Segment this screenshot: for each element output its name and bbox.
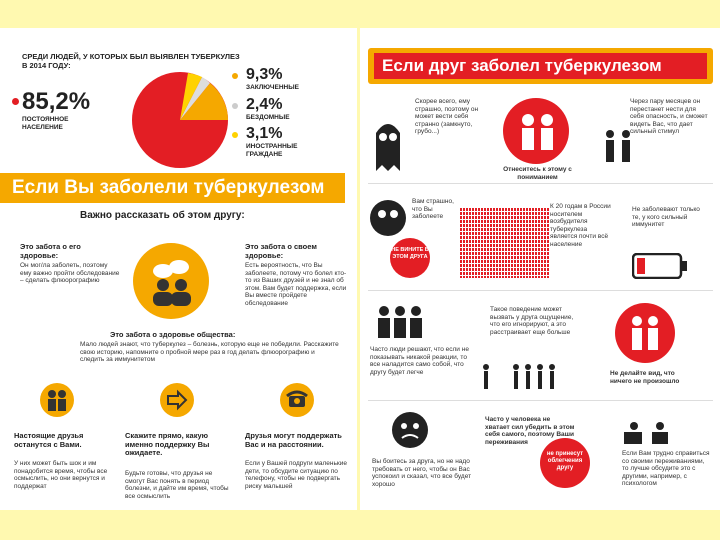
r2-b: К 20 годам в России носителем возбудителя туберкулеза является почти всё население (550, 203, 611, 248)
b2-text: Будьте готовы, что друзья не смогут Вас понять в период болезни, и дайте им время, чтобы все осмыслить (125, 470, 229, 500)
r3-c: Не делайте вид, что ничего не произошло (610, 370, 680, 385)
b1-title: Настоящие друзья останутся с Вами. (14, 431, 84, 449)
item-2-pct: 2,4% (246, 96, 283, 113)
c1-title: Это забота о его здоровье: (20, 242, 81, 260)
r1-c: Через пару месяцев он перестанет нести для себя опасность, и сможет видеть Вас, что дает сильный стимул (630, 98, 708, 135)
population-grid (460, 208, 550, 278)
b2-title: Скажите прямо, какую именно поддержку Вы ожидаете. (125, 431, 210, 457)
divider (368, 400, 713, 401)
bullet-2 (232, 103, 238, 109)
item-1-label: ЗАКЛЮЧЕННЫЕ (246, 84, 299, 91)
divider (368, 183, 713, 184)
r3-circle (615, 303, 675, 363)
divider (368, 290, 713, 291)
c2-text: Есть вероятность, что Вы заболеете, потому что болел кто-то из Ваших друзей и не знал об этом. Вам будет поддержка, если Вы вместе пройдете обследование (245, 262, 347, 307)
left-subtitle: Важно рассказать об этом другу: (80, 210, 245, 221)
friends-circle (133, 243, 209, 319)
b3-text: Если у Вашей подруги маленькие дети, то обсудите ситуацию по телефону, чтобы не подвергать риску малышей (245, 460, 347, 490)
r1-b: Отнеситесь к этому с пониманием (503, 166, 572, 181)
stats-heading: СРЕДИ ЛЮДЕЙ, У КОТОРЫХ БЫЛ ВЫЯВЛЕН ТУБЕРКУЛЕЗ В 2014 ГОДУ: (22, 52, 240, 70)
people-icon (615, 303, 675, 363)
left-panel (0, 28, 357, 510)
r4-a: Вы боитесь за друга, но не надо требовать от него, чтобы он Вас успокоил и сказал, что все будет хорошо (372, 458, 472, 488)
bullet-3 (232, 132, 238, 138)
people-row-icon (478, 363, 568, 393)
b3-title: Друзья могут поддержать Вас и на расстоянии. (245, 431, 342, 449)
c2-title: Это забота о своем здоровье: (245, 242, 317, 260)
b1-text: У них может быть шок и им понадобится время, чтобы все осмыслить, но они вернутся и поддержат (14, 460, 108, 490)
r2-badge: НЕ ВИНИТЕ В ЭТОМ ДРУГА (390, 238, 430, 278)
crying-face-icon (390, 410, 430, 450)
arrow-right-icon (160, 383, 194, 417)
r3-a: Часто люди решают, что если не показывать никакой реакции, то все наладится само собой, что другу будет легче (370, 346, 469, 376)
r2-c: Не заболевают только те, у кого сильный иммунитет (632, 206, 700, 228)
right-panel (360, 28, 720, 510)
pie-chart (130, 70, 230, 170)
r4-badge: не принесут облегчения другу (540, 438, 590, 488)
group-icon (370, 303, 430, 343)
scared-face-icon (368, 198, 408, 243)
monster-icon (368, 113, 408, 173)
right-banner: Если друг заболел туберкулезом (374, 53, 707, 79)
item-2-label: БЕЗДОМНЫЕ (246, 114, 290, 121)
people-icon (503, 98, 569, 164)
item-1-pct: 9,3% (246, 66, 283, 83)
item-3-pct: 3,1% (246, 125, 283, 142)
therapy-icon (622, 418, 672, 448)
c3-text: Мало людей знают, что туберкулез – болезнь, которую еще не победили. Расскажите свою историю, напомните о пробной мере раз в год делать флюорографию и следить за иммунитетом (80, 341, 339, 363)
battery-icon (632, 253, 688, 279)
r1-a: Скорее всего, ему страшно, поэтому он может вести себя странно (замкнуто, грубо...) (415, 98, 479, 135)
bullet-1 (232, 73, 238, 79)
r4-b: Часто у человека не хватает сил убедить в этом себя самого, поэтому Ваши переживания (485, 416, 575, 446)
r4-c: Если Вам трудно справиться со своими переживаниями, то лучше обсудите это с другими, например, с психологом (622, 450, 710, 487)
friends-icon (40, 383, 74, 417)
bullet-main (12, 98, 19, 105)
left-banner: Если Вы заболели туберкулезом (0, 173, 345, 203)
r3-b: Такое поведение может вызвать у друга ощущение, что его игнорируют, а это расстраивает еще больше (490, 306, 574, 336)
item-3-label: ИНОСТРАННЫЕ ГРАЖДАНЕ (246, 143, 298, 158)
c3-title: Это забота о здоровье общества: (110, 330, 236, 339)
c1-text: Он мог/ла заболеть, поэтому ему важно пройти обследование – сделать флюорографию (20, 262, 120, 284)
r2-a: Вам страшно, что Вы заболеете (412, 198, 454, 220)
speech-bubble-icon (133, 243, 209, 319)
r1-circle (503, 98, 569, 164)
main-pct: 85,2% (22, 88, 91, 115)
telephone-icon (280, 383, 314, 417)
main-label: ПОСТОЯННОЕ НАСЕЛЕНИЕ (22, 116, 69, 131)
